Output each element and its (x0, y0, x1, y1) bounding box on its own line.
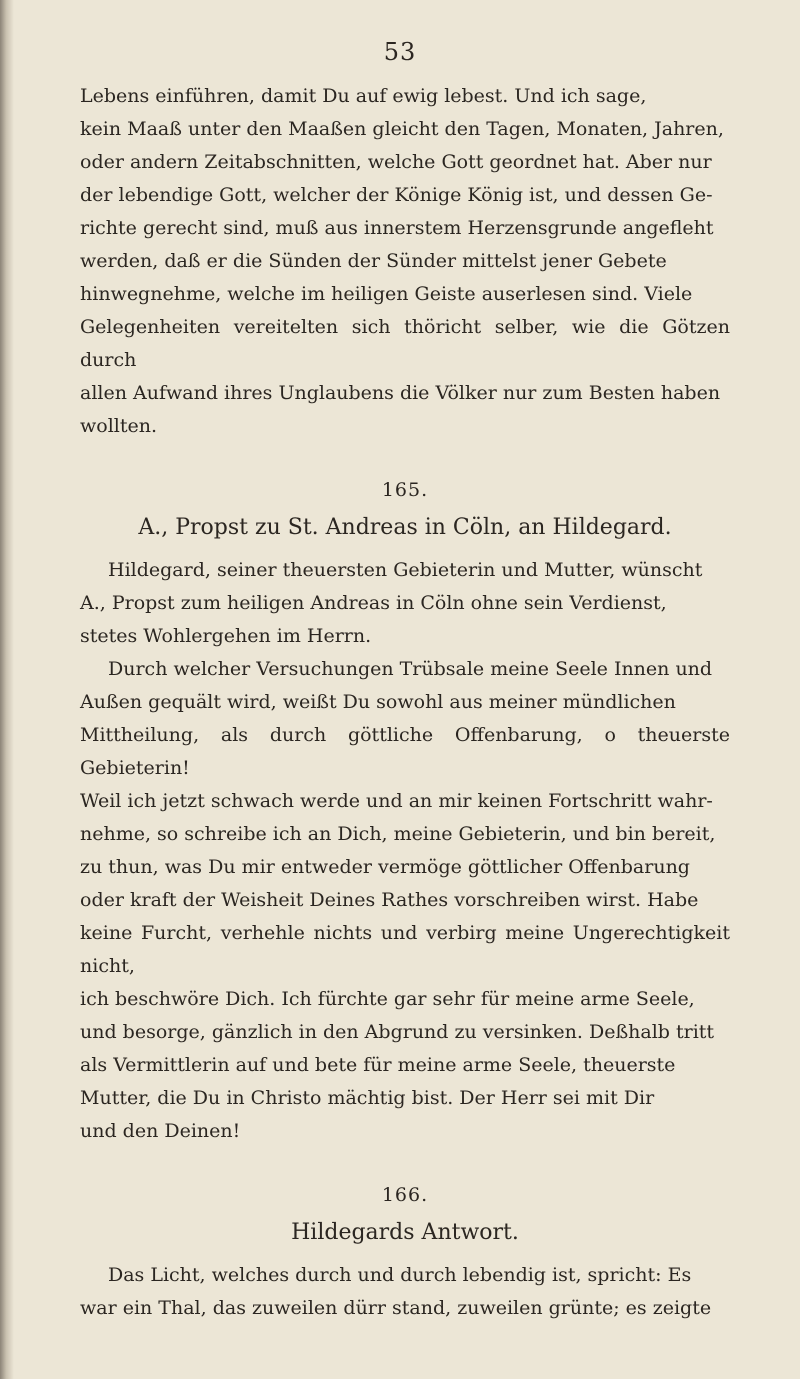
text-line: zu thun, was Du mir entweder vermöge göttlicher Offenbarung (80, 856, 690, 878)
text-line: werden, daß er die Sünden der Sünder mittelst jener Gebete (80, 250, 667, 272)
text-line: Lebens einführen, damit Du auf ewig lebest. Und ich sage, (80, 85, 647, 107)
text-line: Mutter, die Du in Christo mächtig bist. Der Herr sei mit Dir (80, 1087, 655, 1109)
reply-paragraph (80, 1259, 730, 1325)
text-line: Das Licht, welches durch und durch lebendig ist, spricht: Es (108, 1264, 692, 1286)
text-line: keine Furcht, verhehle nichts und verbirg meine Ungerechtigkeit nicht, (80, 922, 730, 977)
letter-title-165: A., Propst zu St. Andreas in Cöln, an Hildegard. (138, 515, 672, 540)
text-line: kein Maaß unter den Maaßen gleicht den Tagen, Monaten, Jahren, (80, 118, 724, 140)
text-line: richte gerecht sind, muß aus innerstem Herzensgrunde angefleht (80, 217, 714, 239)
text-line: Außen gequält wird, weißt Du sowohl aus meiner mündlichen (80, 691, 676, 713)
page-binding-edge (0, 0, 14, 1379)
section-number-165: 165. (381, 479, 429, 501)
letter-body-paragraph (80, 653, 730, 1148)
page-number: 53 (383, 38, 417, 66)
text-line: und den Deinen! (80, 1120, 241, 1142)
letter-title-166: Hildegards Antwort. (291, 1220, 519, 1245)
text-line: Weil ich jetzt schwach werde und an mir keinen Fortschritt wahr- (80, 790, 713, 812)
text-line: oder andern Zeitabschnitten, welche Gott geordnet hat. Aber nur (80, 151, 712, 173)
text-line: hinwegnehme, welche im heiligen Geiste auserlesen sind. Viele (80, 283, 693, 305)
section-number-166: 166. (381, 1184, 429, 1206)
text-line: Mittheilung, als durch göttliche Offenbarung, o theuerste Gebieterin! (80, 724, 730, 779)
text-line: ich beschwöre Dich. Ich fürchte gar sehr für meine arme Seele, (80, 988, 695, 1010)
text-line: und besorge, gänzlich in den Abgrund zu versinken. Deßhalb tritt (80, 1021, 715, 1043)
text-line: wollten. (80, 415, 158, 437)
text-line: allen Aufwand ihres Unglaubens die Völker nur zum Besten haben (80, 382, 721, 404)
text-line: stetes Wohlergehen im Herrn. (80, 625, 372, 647)
text-line: oder kraft der Weisheit Deines Rathes vorschreiben wirst. Habe (80, 889, 699, 911)
text-line: war ein Thal, das zuweilen dürr stand, zuweilen grünte; es zeigte (80, 1297, 712, 1319)
text-line: Gelegenheiten vereitelten sich thöricht selber, wie die Götzen durch (80, 316, 730, 371)
text-line: Hildegard, seiner theuersten Gebieterin und Mutter, wünscht (108, 559, 703, 581)
text-line: nehme, so schreibe ich an Dich, meine Gebieterin, und bin bereit, (80, 823, 716, 845)
text-line: der lebendige Gott, welcher der Könige König ist, und dessen Ge- (80, 184, 713, 206)
text-line: Durch welcher Versuchungen Trübsale meine Seele Innen und (108, 658, 713, 680)
page-content (80, 80, 730, 1325)
text-line: A., Propst zum heiligen Andreas in Cöln ohne sein Verdienst, (80, 592, 667, 614)
letter-greeting-paragraph (80, 554, 730, 653)
text-line: als Vermittlerin auf und bete für meine arme Seele, theuerste (80, 1054, 676, 1076)
opening-paragraph (80, 80, 730, 443)
